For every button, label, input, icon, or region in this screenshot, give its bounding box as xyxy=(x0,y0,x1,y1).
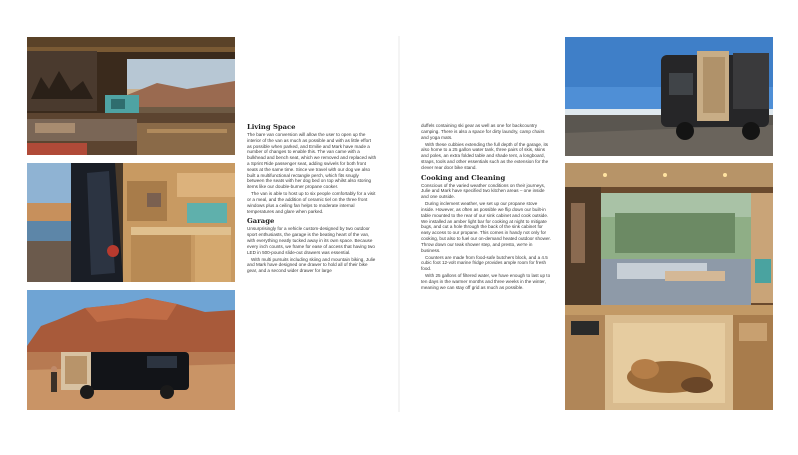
section-heading-living-space: Living Space xyxy=(247,123,296,131)
left-text-column xyxy=(247,123,377,275)
page-gutter xyxy=(398,36,400,412)
van-interior-bed-photo xyxy=(27,37,235,155)
paragraph: The bare van conversion will allow the user to open up the interior of the van as much as possible and with as little effort as possible when parked, and Emilie and Mark have made a number of changes to enable this. The van came with a bulkhead and bench seat, which we removed and replaced with a Sprint Ride passenger seat, adding swivels for both front seats at the same time. Since we travel with our dog we also built a multifunctional rectangle perch, which fits snugly between the seats with her dog bed on top whilst also storing items like our double-burner propane cooker. xyxy=(247,132,377,190)
paragraph: Unsurprisingly for a vehicle custom-designed by two outdoor sport enthusiasts, the garage is the beating heart of the van, with everything neatly tucked away in its own space. Because every inch counts, we frame for ease of access that having two LED in 500-pound slide-out drawers was essential. xyxy=(247,226,375,255)
paragraph: Counters are made from food-safe butchers block, and a 4.5 cubic foot 12-volt marine fridge provides ample room for fresh food. xyxy=(421,254,548,272)
paragraph: With 25 gallons of filtered water, we have enough to last up to ten days in the warmer months and three weeks in the winter, meaning we can stay off grid as much as possible. xyxy=(421,273,551,290)
paragraph: During inclement weather, we set up our propane stove inside. However, as often as possible we flip down our built-in table mounted to the rear of our sink cabinet and cook outside. We installed an amber light bar for cooking at night to mitigate bugs, and cut a hole through the back of the sink cabinet for easy access to our propane. This comes in handy not only for cooking, but also to fuel our on-demand heated outdoor shower. Throw down our teak shower step, and presto, we're in business. xyxy=(421,201,551,253)
paragraph: Conscious of the varied weather conditions on their journeys, Julie and Mark have specified two kitchen areas – one inside and one outside. xyxy=(421,182,546,200)
van-bed-and-dog-photo xyxy=(565,163,773,410)
paragraph: duffels containing ski gear as well as one for backcountry camping. There is also a space for dirty laundry, camp chairs and yoga mats. xyxy=(421,123,545,140)
section-heading-cooking-and-cleaning: Cooking and Cleaning xyxy=(421,173,506,182)
van-canyon-exterior-photo xyxy=(27,290,235,410)
paragraph: With these cubbies extending the full depth of the garage, its also home to a 25 gallon water tank, three pairs of skis, skins and poles, an extra folded table and shade tent, a longboard, straps, tools and other essentials such as the extension for the clever rear door bike stand. xyxy=(421,141,549,170)
paragraph: The van is able to host up to six people comfortably for a visit or a meal, and the addition of ceramic tiel on the three front windows plus a ceiling fan helps to moderate internal temperatures and glare when parked. xyxy=(247,191,376,214)
paragraph: With multi pursuits including skiing and mountain biking, Julie and Mark have designed one drawer to hold all of their bike gear, and a second wider drawer for large xyxy=(247,256,376,274)
section-heading-garage: Garage xyxy=(247,217,275,226)
right-text-column xyxy=(421,123,551,292)
van-rear-doors-open-photo xyxy=(565,37,773,156)
van-interior-lake-view-photo xyxy=(27,163,235,282)
